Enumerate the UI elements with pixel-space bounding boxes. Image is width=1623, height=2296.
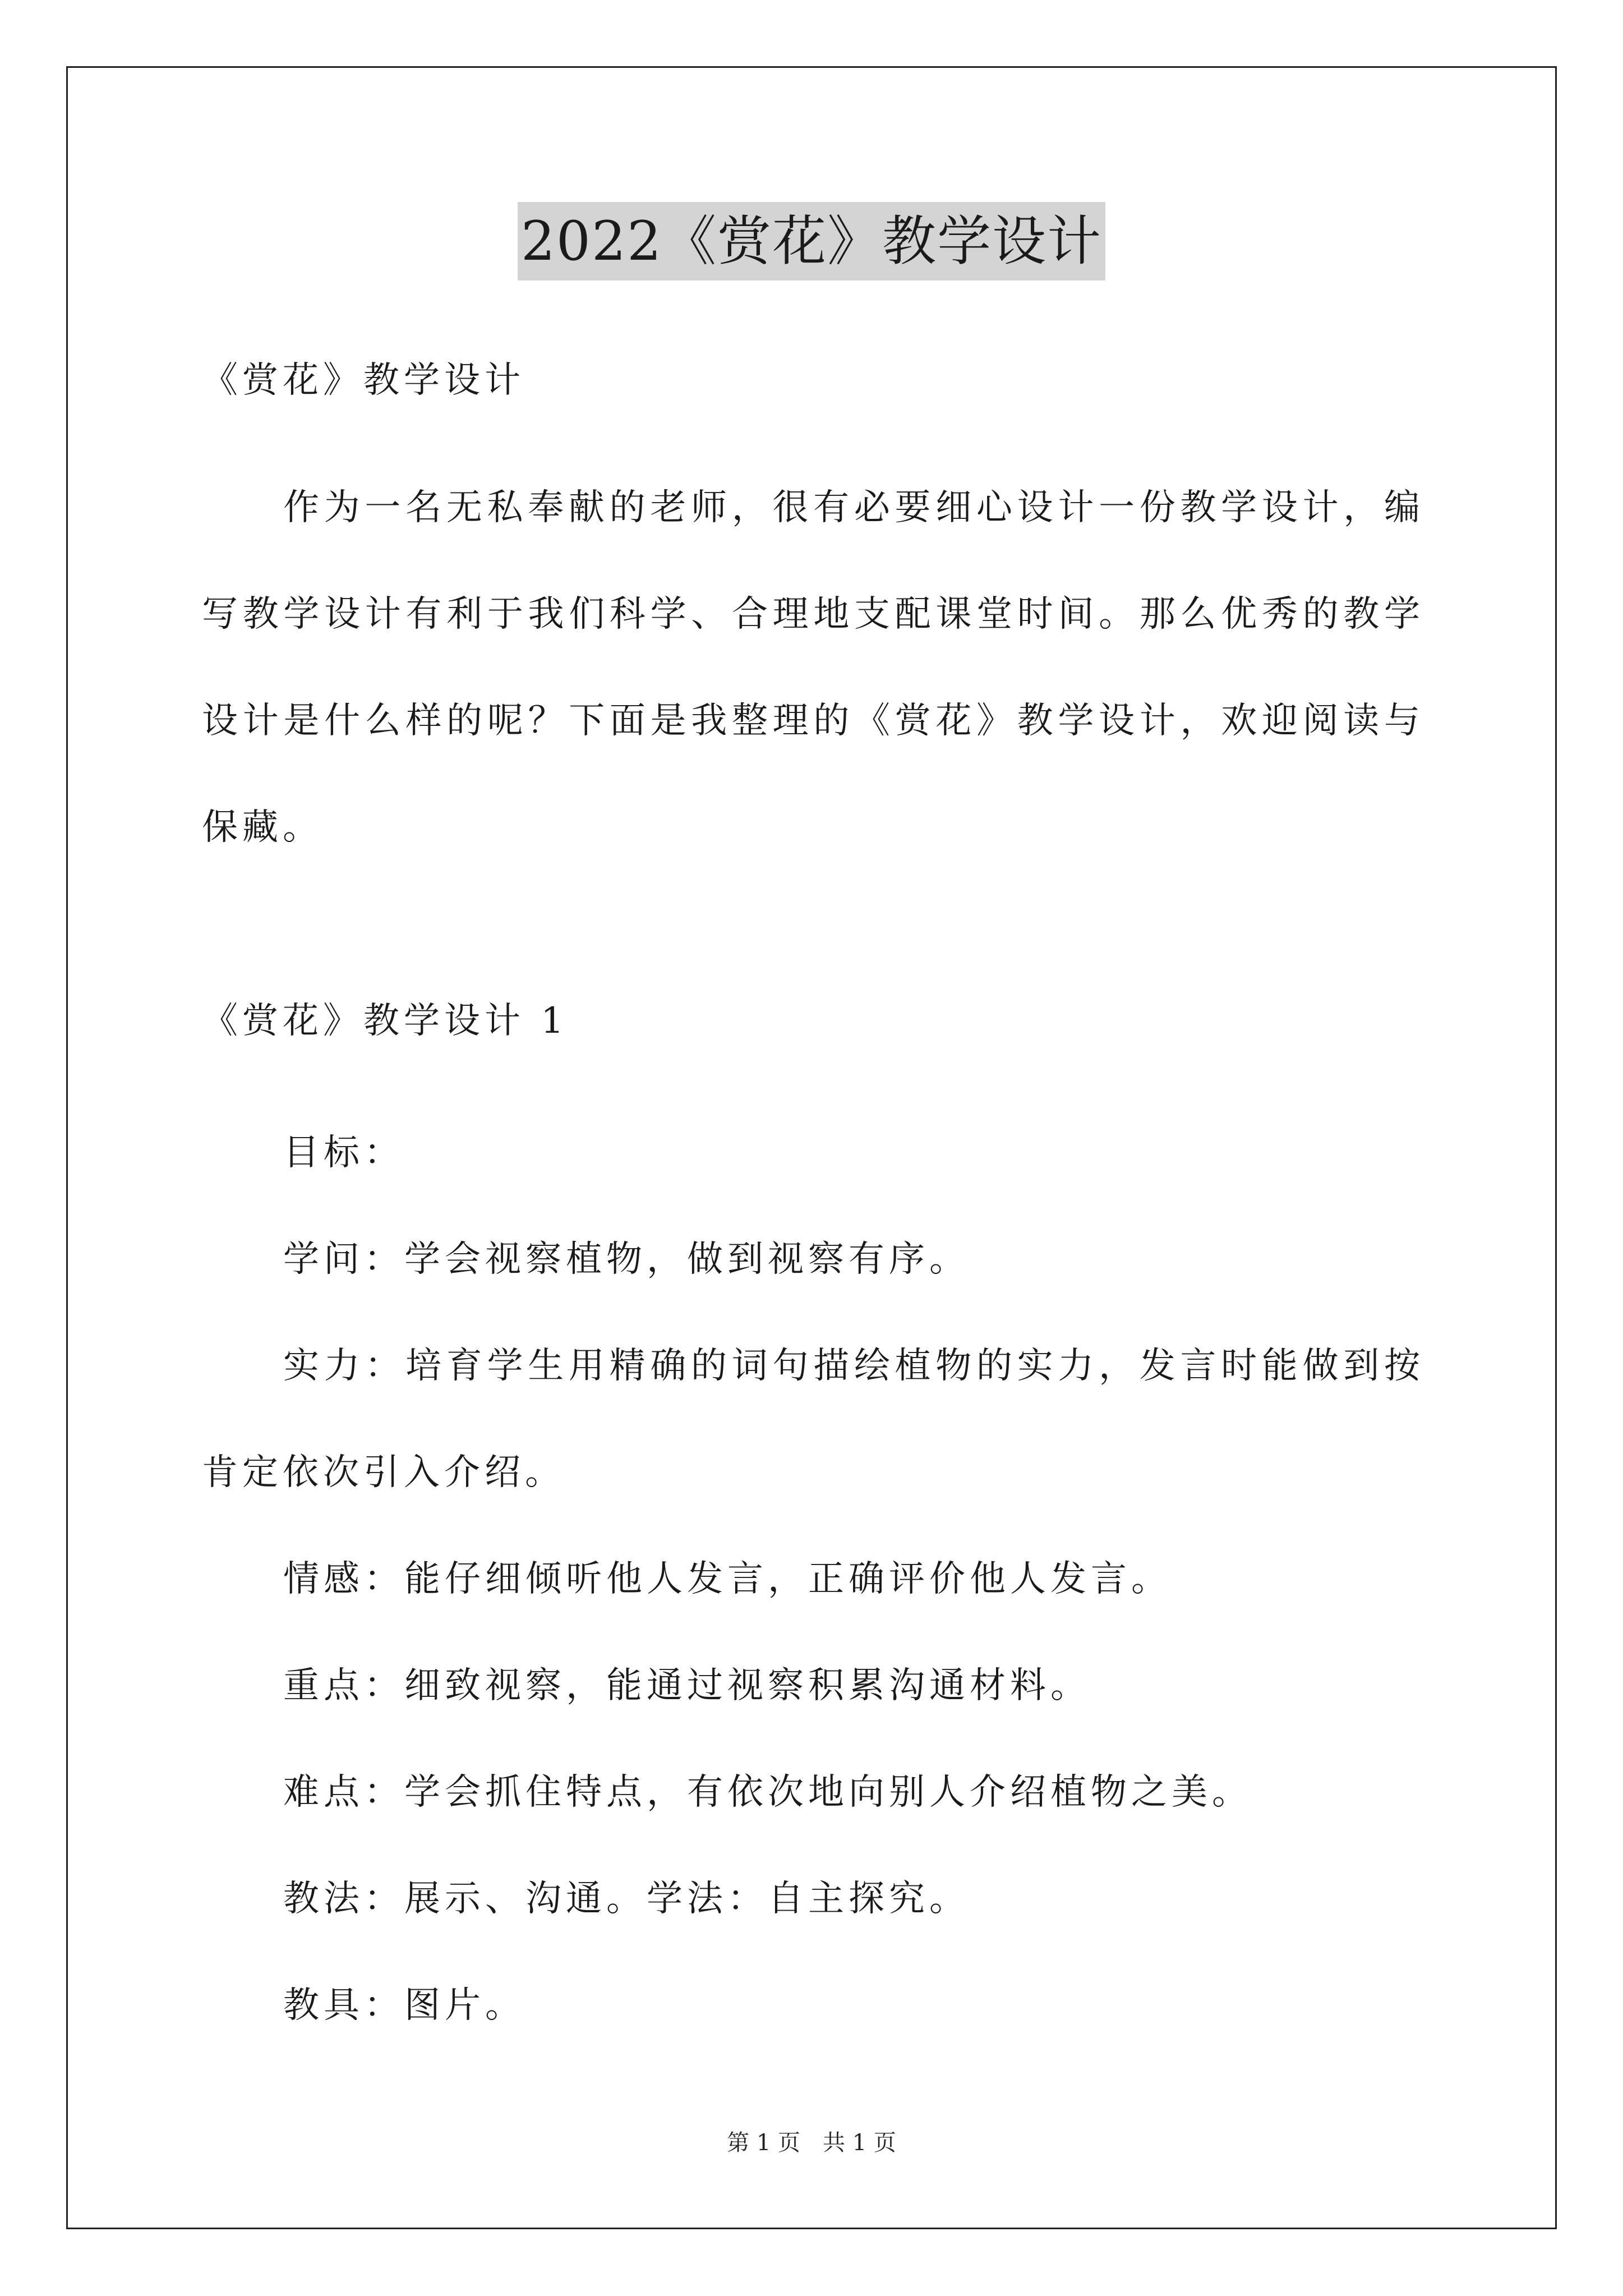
lesson-item-difficulty: 难点：学会抓住特点，有依次地向别人介绍植物之美。 [283,1772,1252,1813]
title-container [0,202,1623,280]
intro-paragraph: 作为一名无私奉献的老师，很有必要细心设计一份教学设计，编写教学设计有利于我们科学、合理地支配课堂时间。那么优秀的教学设计是什么样的呢？下面是我整理的《赏花》教学设计，欢迎阅读与保藏。 [202,487,1424,848]
page-title: 2022《赏花》教学设计 [518,202,1105,280]
lesson-item-teaching-aids: 教具：图片。 [283,1985,525,2026]
lesson-item-key-point: 重点：细致视察，能通过视察积累沟通材料。 [283,1665,1091,1706]
lesson-item-goal: 目标： [283,1132,404,1174]
page-footer: 第 1 页 共 1 页 [727,2130,896,2156]
section-heading: 《赏花》教学设计 1 [202,1000,569,1042]
lesson-item-methods: 教法：展示、沟通。学法：自主探究。 [283,1878,970,1920]
lesson-item-emotion: 情感：能仔细倾听他人发言，正确评价他人发言。 [283,1558,1172,1600]
subtitle: 《赏花》教学设计 [202,360,525,401]
lesson-items-list [202,1099,1424,2059]
lesson-item-knowledge: 学问：学会视察植物，做到视察有序。 [283,1239,970,1280]
lesson-item-ability: 实力：培育学生用精确的词句描绘植物的实力，发言时能做到按肯定依次引入介绍。 [202,1345,1424,1493]
